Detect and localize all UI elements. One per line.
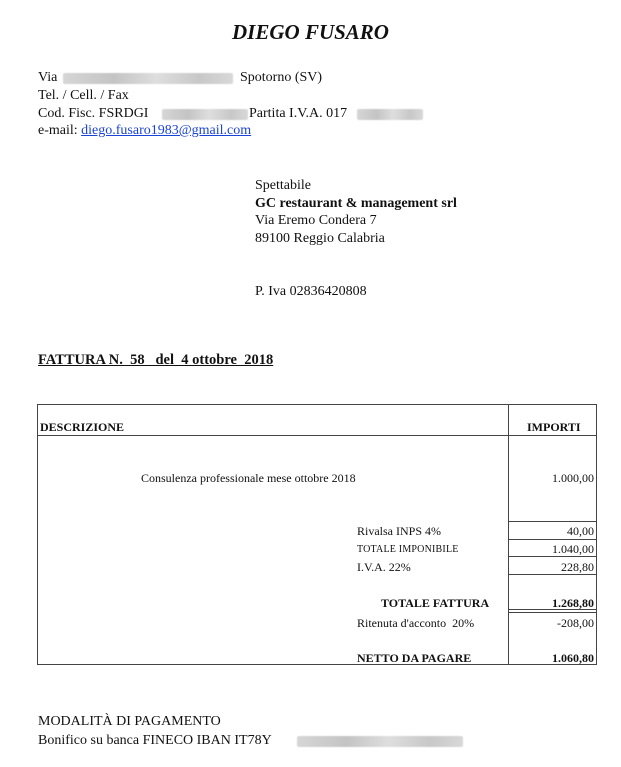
- table-header-description: DESCRIZIONE: [40, 420, 125, 434]
- table-header-divider: [37, 435, 597, 436]
- summary-divider: [508, 539, 597, 540]
- item-amount: 1.000,00: [552, 471, 594, 485]
- summary-value-net: 1.060,80: [552, 651, 594, 665]
- sender-name: DIEGO FUSARO: [232, 20, 389, 44]
- sender-address-prefix: Via: [38, 70, 58, 85]
- recipient-salutation: Spettabile: [255, 178, 311, 193]
- redacted-fiscal-code: [162, 109, 248, 120]
- summary-label: Ritenuta d'acconto 20%: [357, 616, 475, 630]
- summary-label: I.V.A. 22%: [357, 560, 411, 574]
- recipient-city: 89100 Reggio Calabria: [255, 231, 385, 246]
- payment-heading: MODALITÀ DI PAGAMENTO: [38, 714, 221, 729]
- summary-label: TOTALE IMPONIBILE: [357, 544, 459, 555]
- sender-email-row: [38, 123, 251, 139]
- summary-divider: [508, 612, 597, 613]
- summary-value: 40,00: [567, 524, 594, 538]
- item-description: Consulenza professionale mese ottobre 2018: [141, 471, 356, 485]
- sender-email-label: e-mail:: [38, 123, 78, 138]
- recipient-company: GC restaurant & management srl: [255, 196, 457, 211]
- summary-label-total: TOTALE FATTURA: [381, 596, 490, 610]
- redacted-iban: [297, 736, 463, 747]
- recipient-vat: P. Iva 02836420808: [255, 284, 367, 299]
- payment-line: Bonifico su banca FINECO IBAN IT78Y: [38, 733, 272, 748]
- summary-label: Rivalsa INPS 4%: [357, 524, 441, 538]
- table-header-amounts: IMPORTI: [527, 420, 581, 434]
- invoice-heading: FATTURA N. 58 del 4 ottobre 2018: [38, 352, 274, 368]
- summary-label-net: NETTO DA PAGARE: [357, 651, 472, 665]
- summary-divider: [508, 521, 597, 522]
- sender-address-city: Spotorno (SV): [240, 70, 323, 85]
- sender-email-link[interactable]: diego.fusaro1983@gmail.com: [81, 123, 252, 138]
- redacted-vat: [357, 109, 423, 120]
- sender-fiscal-code-label: Cod. Fisc. FSRDGI: [38, 106, 149, 121]
- summary-value-total: 1.268,80: [552, 596, 594, 610]
- summary-value: 228,80: [561, 560, 594, 574]
- recipient-street: Via Eremo Condera 7: [255, 213, 377, 228]
- sender-phone-label: Tel. / Cell. / Fax: [38, 88, 129, 103]
- redacted-address: [63, 73, 233, 84]
- table-column-divider: [508, 404, 509, 665]
- summary-value: 1.040,00: [552, 542, 594, 556]
- sender-vat-label: Partita I.V.A. 017: [249, 106, 348, 121]
- summary-value: -208,00: [557, 616, 594, 630]
